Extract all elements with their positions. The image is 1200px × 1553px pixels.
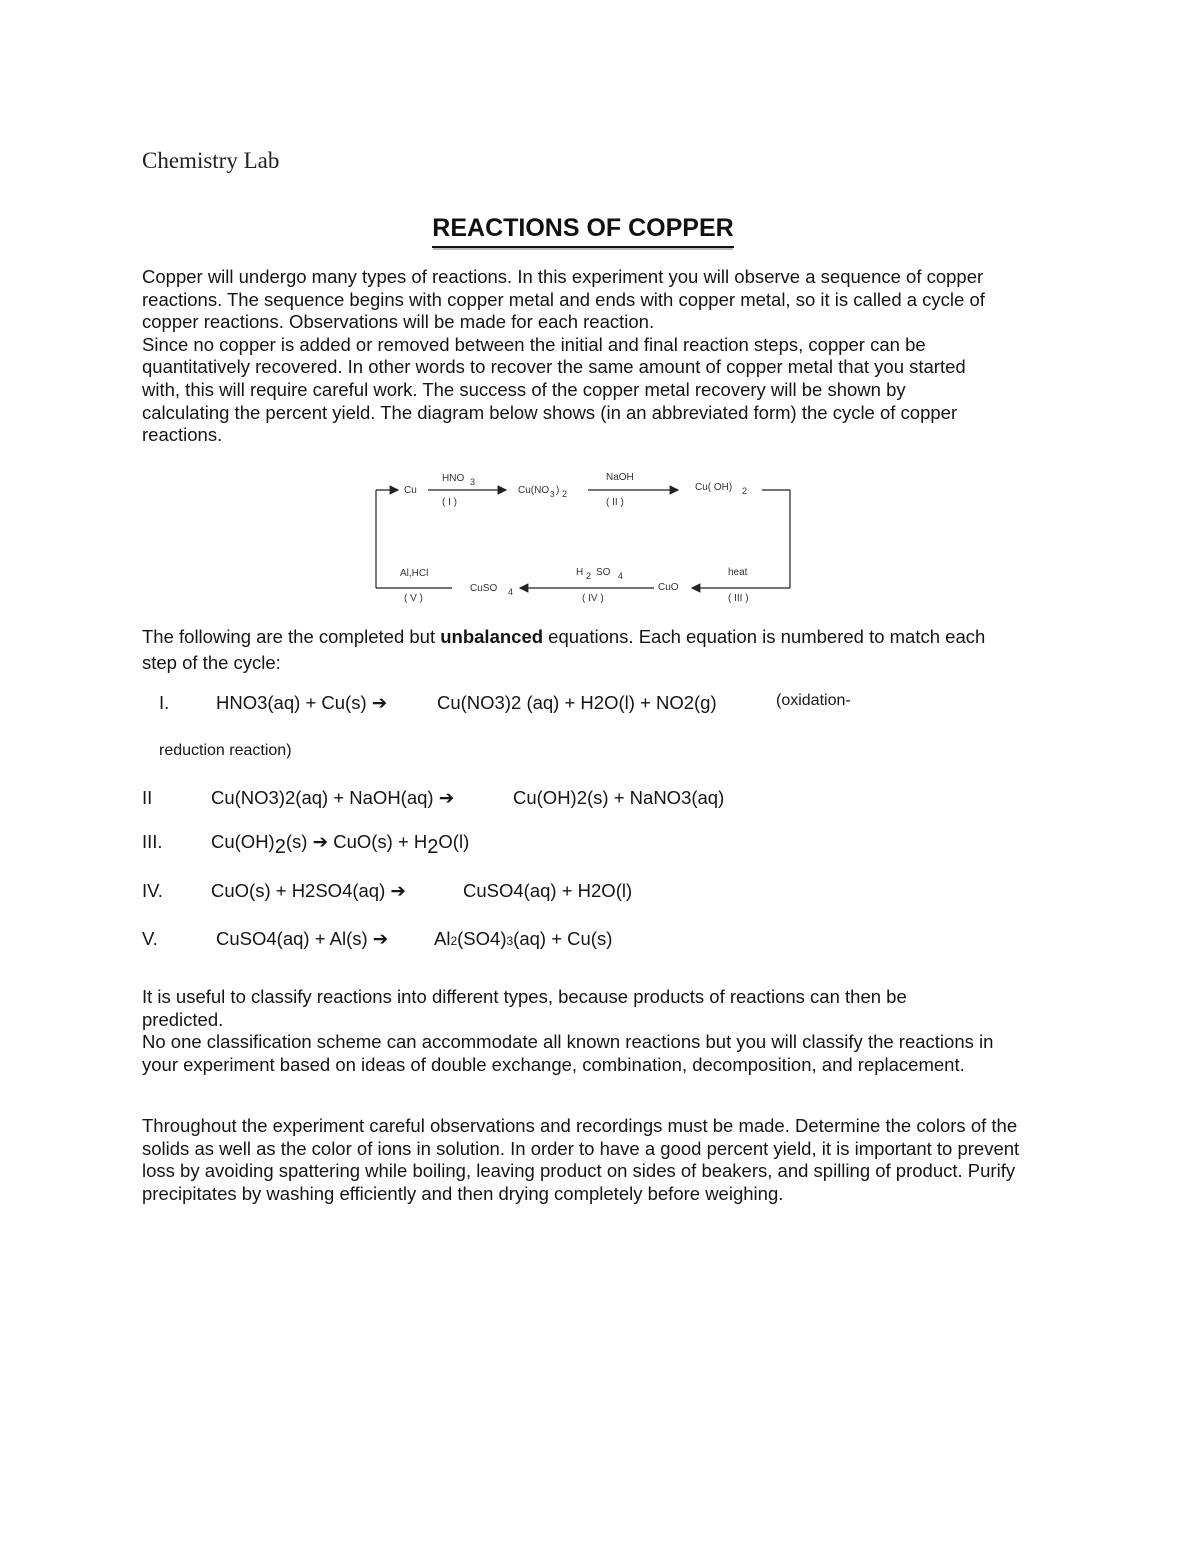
equation-5-number: V. [142,928,158,949]
lead-text-before: The following are the completed but [142,626,441,647]
label-cuo: CuO [658,582,679,593]
intro-section [142,266,1022,447]
equation-4-left: CuO(s) + H2SO4(aq) ➔ [211,880,406,902]
label-h2so4-sub2: 4 [618,571,624,581]
label-cuoh2-sub: 2 [742,486,748,496]
label-h2so4-sub1: 2 [586,571,592,581]
title-text: REACTIONS OF COPPER [432,214,733,248]
equation-1-right: Cu(NO3)2 (aq) + H2O(l) + NO2(g) [437,692,717,713]
label-cuno3-sub2: 2 [562,489,568,499]
lead-text-after: equations. Each equation is numbered to match each step of the cycle: [142,626,986,673]
label-cuso4-sub: 4 [508,587,514,597]
label-cuoh2: Cu( OH) [695,482,733,493]
equation-2-number: II [142,787,153,808]
lead-bold-word: unbalanced [440,626,544,647]
equation-1-note: (oxidation- [776,692,851,709]
equation-1-note-cont: reduction reaction) [159,742,292,759]
equation-4-right: CuSO4(aq) + H2O(l) [463,880,633,901]
label-step-iii: ( III ) [728,593,749,604]
equation-3-body: Cu(OH)2(s) ➔ CuO(s) + H2O(l) [211,831,470,858]
label-step-v: ( V ) [404,593,423,604]
label-h2so4-so: SO [596,567,611,578]
label-alhcl: Al,HCl [400,568,429,579]
equation-1-number: I. [159,692,170,713]
course-header: Chemistry Lab [142,148,280,173]
equation-5-right: Al2(SO4)3(aq) + Cu(s) [434,928,613,949]
label-cuno3-close: ) [556,485,560,496]
equation-4-number: IV. [142,880,163,901]
label-step-ii: ( II ) [606,497,624,508]
label-step-i: ( I ) [442,497,457,508]
equations-intro [142,624,1022,676]
classify-paragraph-2: No one classification scheme can accommodate all known reactions but you will classify the reactions in your experiment based on ideas of double exchange, combination, decomposition, and replacement. [142,1031,994,1075]
label-hno3-sub: 3 [470,477,476,487]
label-cuso4: CuSO [470,583,498,594]
copper-cycle-diagram [360,462,800,612]
equation-3-number: III. [142,831,163,852]
observations-section [142,1115,1022,1205]
equation-2-left: Cu(NO3)2(aq) + NaOH(aq) ➔ [211,787,455,809]
equation-2-right: Cu(OH)2(s) + NaNO3(aq) [513,787,725,808]
label-cuno3-sub1: 3 [550,490,555,499]
reaction-arrow-icon: ➔ [372,929,389,950]
label-cuno3: Cu(NO [518,485,550,496]
classification-section [142,986,1022,1076]
intro-paragraph-1: Copper will undergo many types of reactions. In this experiment you will observe a sequence of copper reactions. The sequence begins with copper metal and ends with copper metal, so it is called a cycle of copper reactions. Observations will be made for each reaction. [142,266,985,333]
label-h2so4-h: H [576,567,584,578]
reaction-arrow-icon: ➔ [438,788,455,809]
label-naoh: NaOH [606,472,634,483]
observations-paragraph: Throughout the experiment careful observations and recordings must be made. Determine the colors of the solids as well as the color of ions in solution. In order to have a good percent yield, it is important to prevent loss by avoiding spattering while boiling, leaving product on sides of beakers, and spilling of product. Purify precipitates by washing efficiently and then drying completely before weighing. [142,1115,1020,1204]
reaction-arrow-icon: ➔ [312,832,329,853]
reaction-arrow-icon: ➔ [371,693,388,714]
equation-1-left: HNO3(aq) + Cu(s) ➔ [216,692,388,714]
intro-paragraph-2: Since no copper is added or removed between the initial and final reaction steps, copper can be quantitatively recovered. In other words to recover the same amount of copper metal that you started with, this will require careful work. The success of the copper metal recovery will be shown by calculating the percent yield. The diagram below shows (in an abbreviated form) the cycle of copper reactions. [142,333,966,446]
label-heat: heat [728,567,748,578]
label-cu: Cu [404,485,417,496]
label-step-iv: ( IV ) [582,593,604,604]
classify-paragraph-1: It is useful to classify reactions into different types, because products of reactions can then be predicted. [142,986,907,1030]
reaction-arrow-icon: ➔ [390,881,406,902]
label-hno3: HNO [442,473,465,484]
page-title [0,214,1166,248]
equation-5-left: CuSO4(aq) + Al(s) ➔ [216,928,389,950]
